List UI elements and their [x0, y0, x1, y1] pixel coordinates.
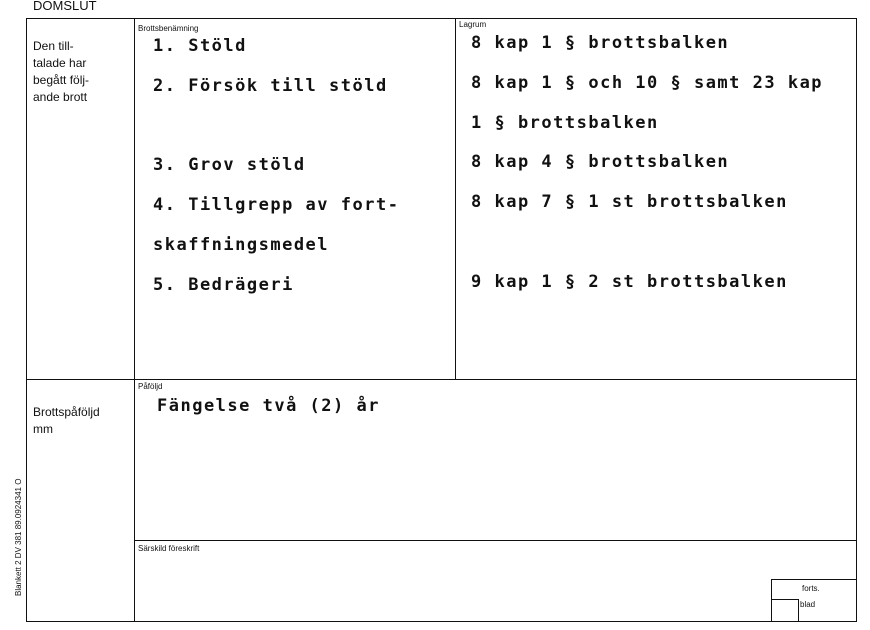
sanction-value: Fängelse två (2) år — [157, 396, 380, 416]
crime-item: 2. Försök till stöld — [153, 76, 388, 96]
continuation-forts-label: forts. — [802, 584, 820, 593]
continuation-sheet-field[interactable] — [771, 599, 799, 621]
sanction-header: Påföljd — [138, 382, 163, 391]
law-item: 8 kap 1 § brottsbalken — [471, 33, 730, 53]
law-item: 1 § brottsbalken — [471, 113, 659, 133]
law-item: 9 kap 1 § 2 st brottsbalken — [471, 272, 788, 292]
crime-item: 3. Grov stöld — [153, 155, 306, 175]
crime-item: skaffningsmedel — [153, 235, 330, 255]
crime-item: 4. Tillgrepp av fort- — [153, 195, 400, 215]
crime-item: 1. Stöld — [153, 36, 247, 56]
law-column-divider — [455, 18, 456, 379]
section-divider — [26, 379, 857, 380]
crime-item: 5. Bedrägeri — [153, 275, 294, 295]
frame-top — [26, 18, 857, 19]
special-instruction-header: Särskild föreskrift — [138, 544, 200, 553]
conviction-row-label: Den till- talade har begått följ- ande brott — [33, 39, 90, 104]
law-header: Lagrum — [459, 20, 487, 29]
special-divider — [134, 540, 857, 541]
sanction-row-label: Brottspåföljd mm — [33, 405, 100, 436]
frame-bottom — [26, 621, 857, 622]
crime-header: Brottsbenämning — [138, 24, 199, 33]
form-title: DOMSLUT — [33, 0, 97, 13]
continuation-blad-label: blad — [800, 600, 816, 609]
frame-left — [26, 18, 27, 622]
frame-right — [856, 18, 857, 622]
law-item: 8 kap 1 § och 10 § samt 23 kap — [471, 73, 824, 93]
label-column-divider — [134, 18, 135, 622]
law-item: 8 kap 4 § brottsbalken — [471, 152, 730, 172]
law-item: 8 kap 7 § 1 st brottsbalken — [471, 192, 788, 212]
form-code-label: Blankett 2 DV 381 89.0924341 O — [14, 478, 23, 596]
